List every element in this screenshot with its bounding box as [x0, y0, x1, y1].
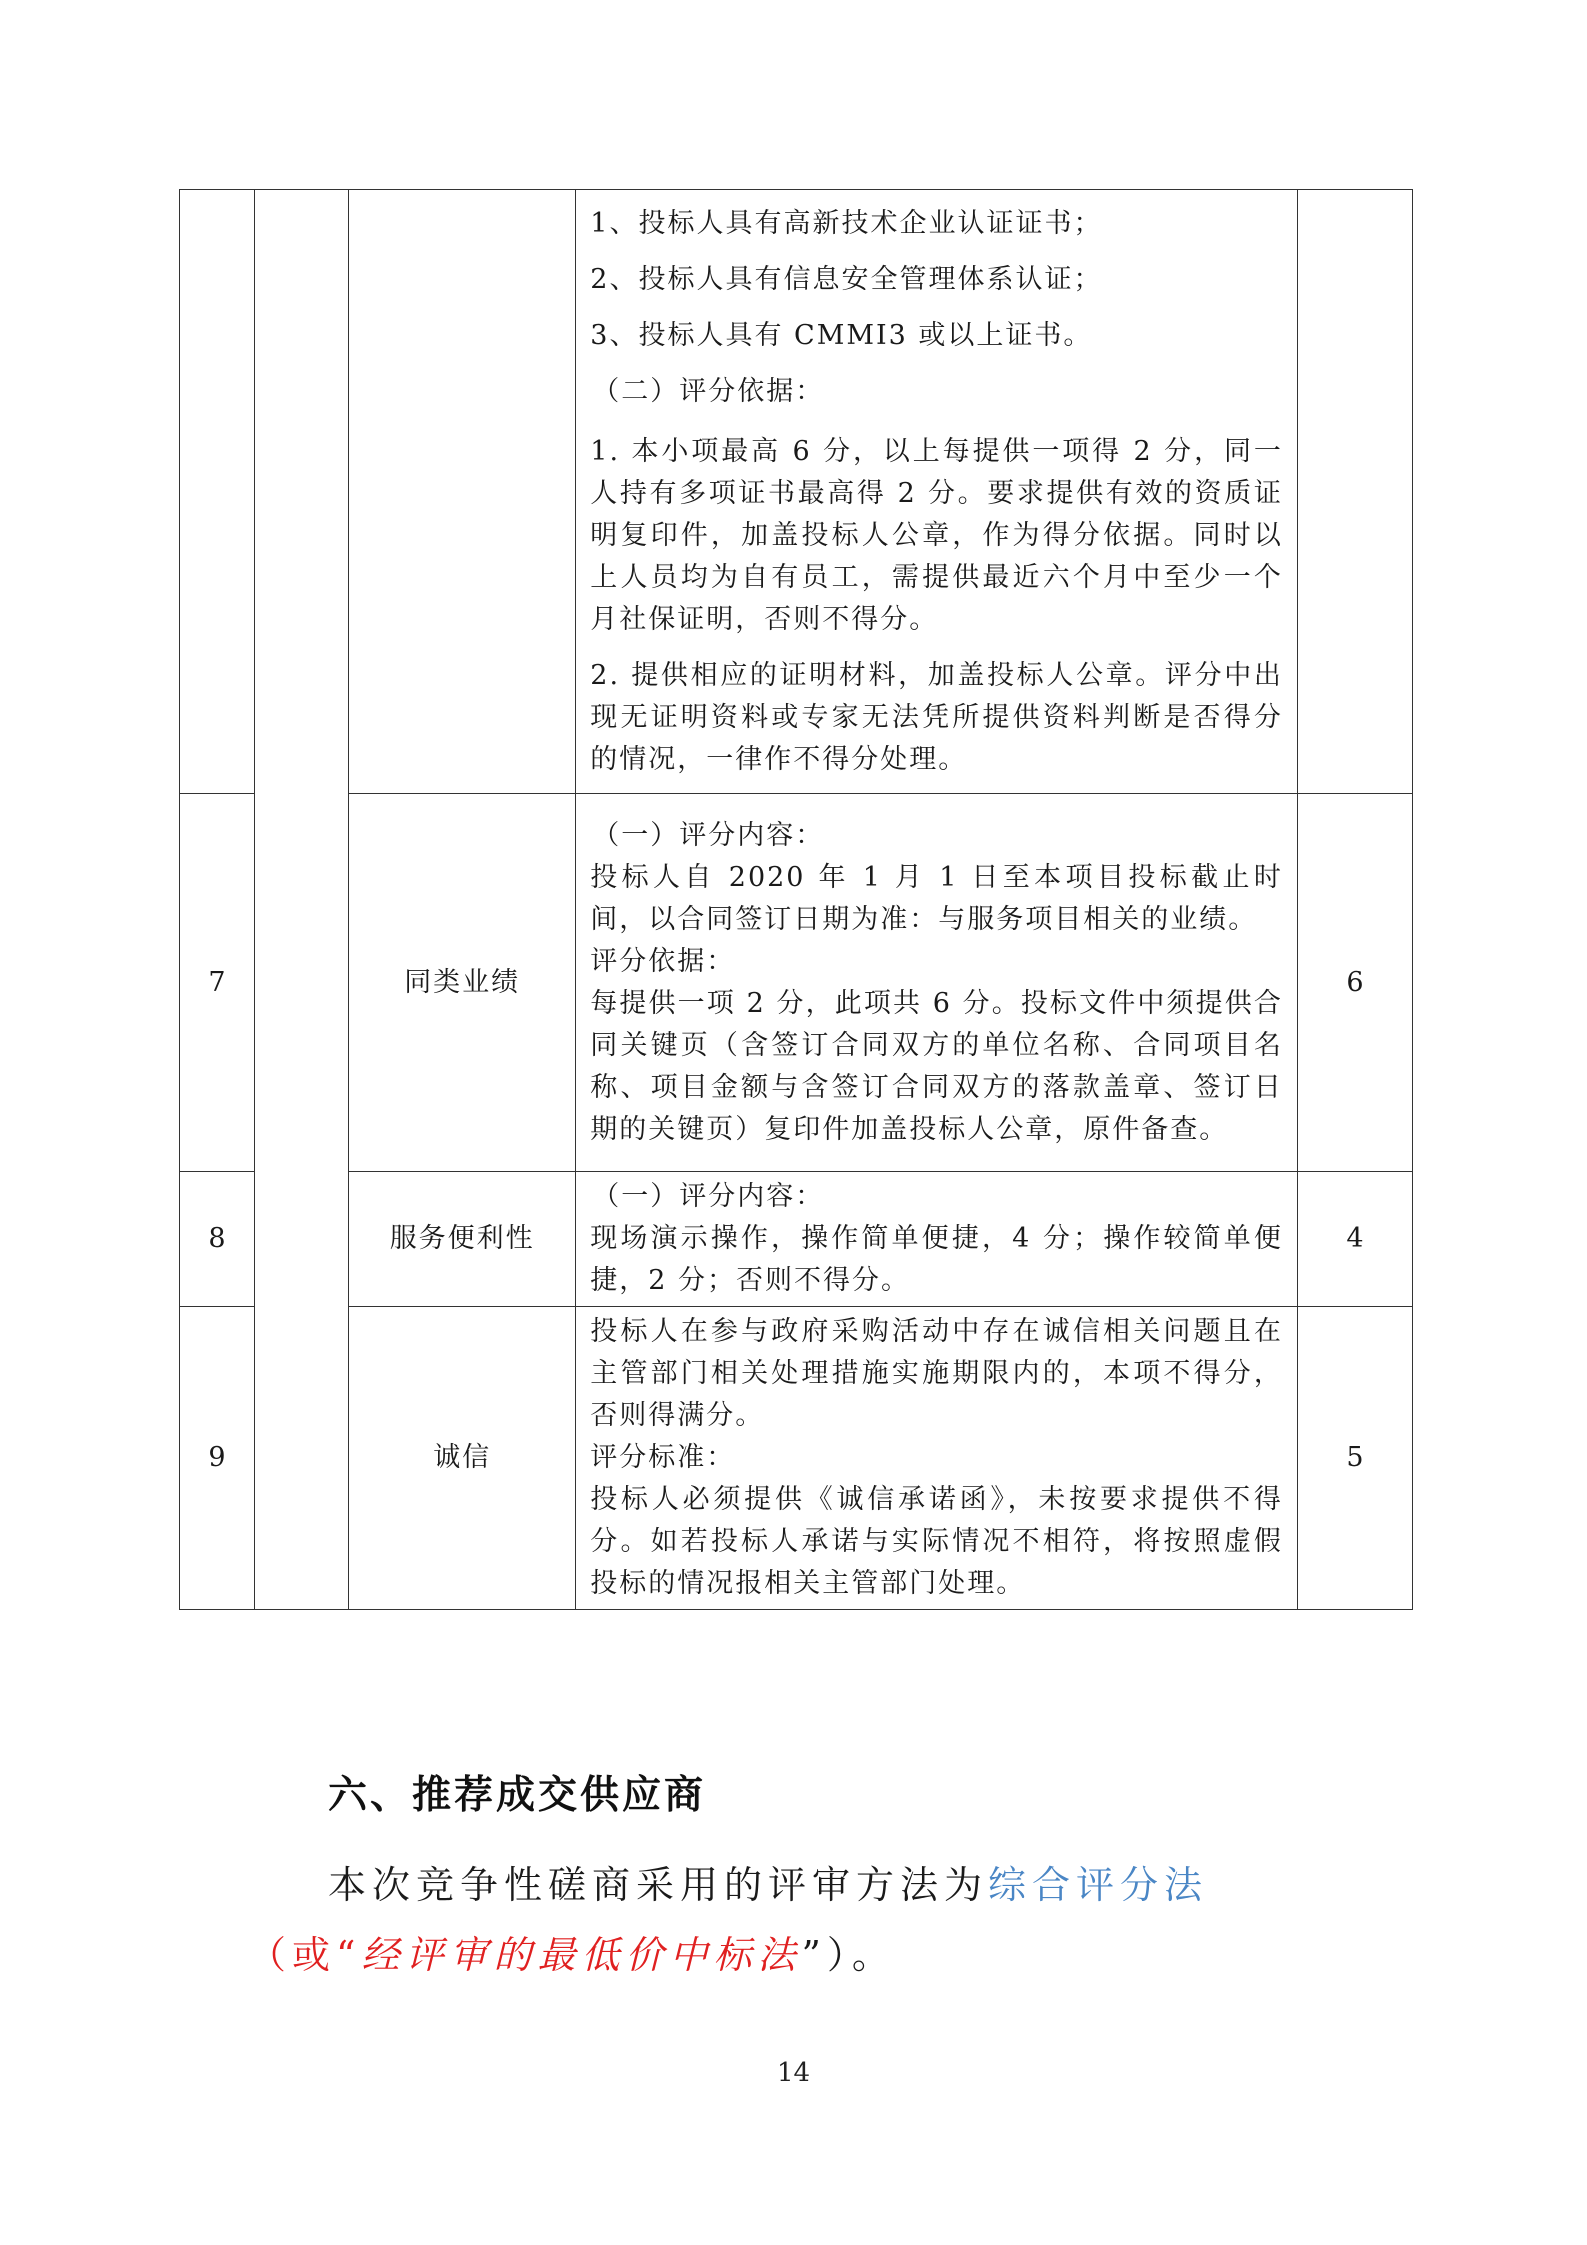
alternative-method: 经评审的最低价中标法: [361, 1933, 802, 1977]
item-name-cell: 同类业绩: [349, 794, 576, 1172]
page-number: 14: [776, 2058, 811, 2088]
basis-item: 2. 提供相应的证明材料，加盖投标人公章。评分中出现无证明资料或专家无法凭所提供资料判断是否得分的情况，一律作不得分处理。: [590, 659, 1283, 775]
row-number-cell: 8: [180, 1172, 255, 1307]
paren-open: （或“: [248, 1933, 362, 1977]
row-number-cell: 7: [180, 794, 255, 1172]
criteria-cell: [576, 1307, 1298, 1610]
certificate-item: 3、投标人具有 CMMI3 或以上证书。: [590, 319, 1093, 351]
table-row: [180, 190, 1413, 794]
item-name-cell: [349, 190, 576, 794]
table-row: [180, 794, 1413, 1172]
item-name-cell: 诚信: [349, 1307, 576, 1610]
basis-heading: （二）评分依据：: [592, 375, 825, 407]
criteria-cell: [576, 794, 1298, 1172]
section-heading: 六、推荐成交供应商: [328, 1773, 707, 1818]
category-cell: [255, 190, 349, 1610]
row-number-cell: 9: [180, 1307, 255, 1610]
evaluation-method-paragraph: [248, 1850, 1358, 1990]
criteria-line: 评分依据：: [590, 945, 736, 977]
criteria-line: 投标人在参与政府采购活动中存在诚信相关问题且在主管部门相关处理措施实施期限内的，本项不得分，否则得满分。: [590, 1316, 1283, 1431]
basis-item: 1. 本小项最高 6 分，以上每提供一项得 2 分，同一人持有多项证书最高得 2 分。要求提供有效的资质证明复印件，加盖投标人公章，作为得分依据。同时以上人员均为自有员工，需提供最近六个月中至少一个月社保证明，否则不得分。: [590, 435, 1283, 635]
criteria-line: （一）评分内容：: [592, 1181, 825, 1212]
paragraph-prefix: 本次竞争性磋商采用的评审方法为: [328, 1863, 989, 1907]
score-cell: 5: [1297, 1307, 1412, 1610]
row-number-cell: [180, 190, 255, 794]
item-name-cell: 服务便利性: [349, 1172, 576, 1307]
method-name: 综合评分法: [988, 1863, 1209, 1907]
criteria-line: （一）评分内容：: [592, 819, 825, 851]
criteria-line: 每提供一项 2 分，此项共 6 分。投标文件中须提供合同关键页（含签订合同双方的单位名称、合同项目名称、项目金额与含签订合同双方的落款盖章、签订日期的关键页）复印件加盖投标人公章，原件备查。: [590, 987, 1283, 1145]
criteria-cell: [576, 190, 1298, 794]
certificate-item: 1、投标人具有高新技术企业认证证书；: [590, 207, 1103, 239]
criteria-line: 现场演示操作，操作简单便捷，4 分；操作较简单便捷，2 分；否则不得分。: [590, 1223, 1283, 1296]
certificate-item: 2、投标人具有信息安全管理体系认证；: [590, 263, 1103, 295]
score-cell: 4: [1297, 1172, 1412, 1307]
criteria-line: 投标人必须提供《诚信承诺函》，未按要求提供不得分。如若投标人承诺与实际情况不相符，将按照虚假投标的情况报相关主管部门处理。: [590, 1484, 1283, 1599]
score-cell: 6: [1297, 794, 1412, 1172]
score-cell: [1297, 190, 1412, 794]
table-row: [180, 1307, 1413, 1610]
table-row: [180, 1172, 1413, 1307]
criteria-cell: [576, 1172, 1298, 1307]
paren-close: ”）。: [801, 1933, 896, 1977]
criteria-line: 评分标准：: [590, 1442, 736, 1473]
criteria-line: 投标人自 2020 年 1 月 1 日至本项目投标截止时间，以合同签订日期为准：与服务项目相关的业绩。: [590, 861, 1283, 935]
scoring-table: [179, 189, 1413, 1610]
